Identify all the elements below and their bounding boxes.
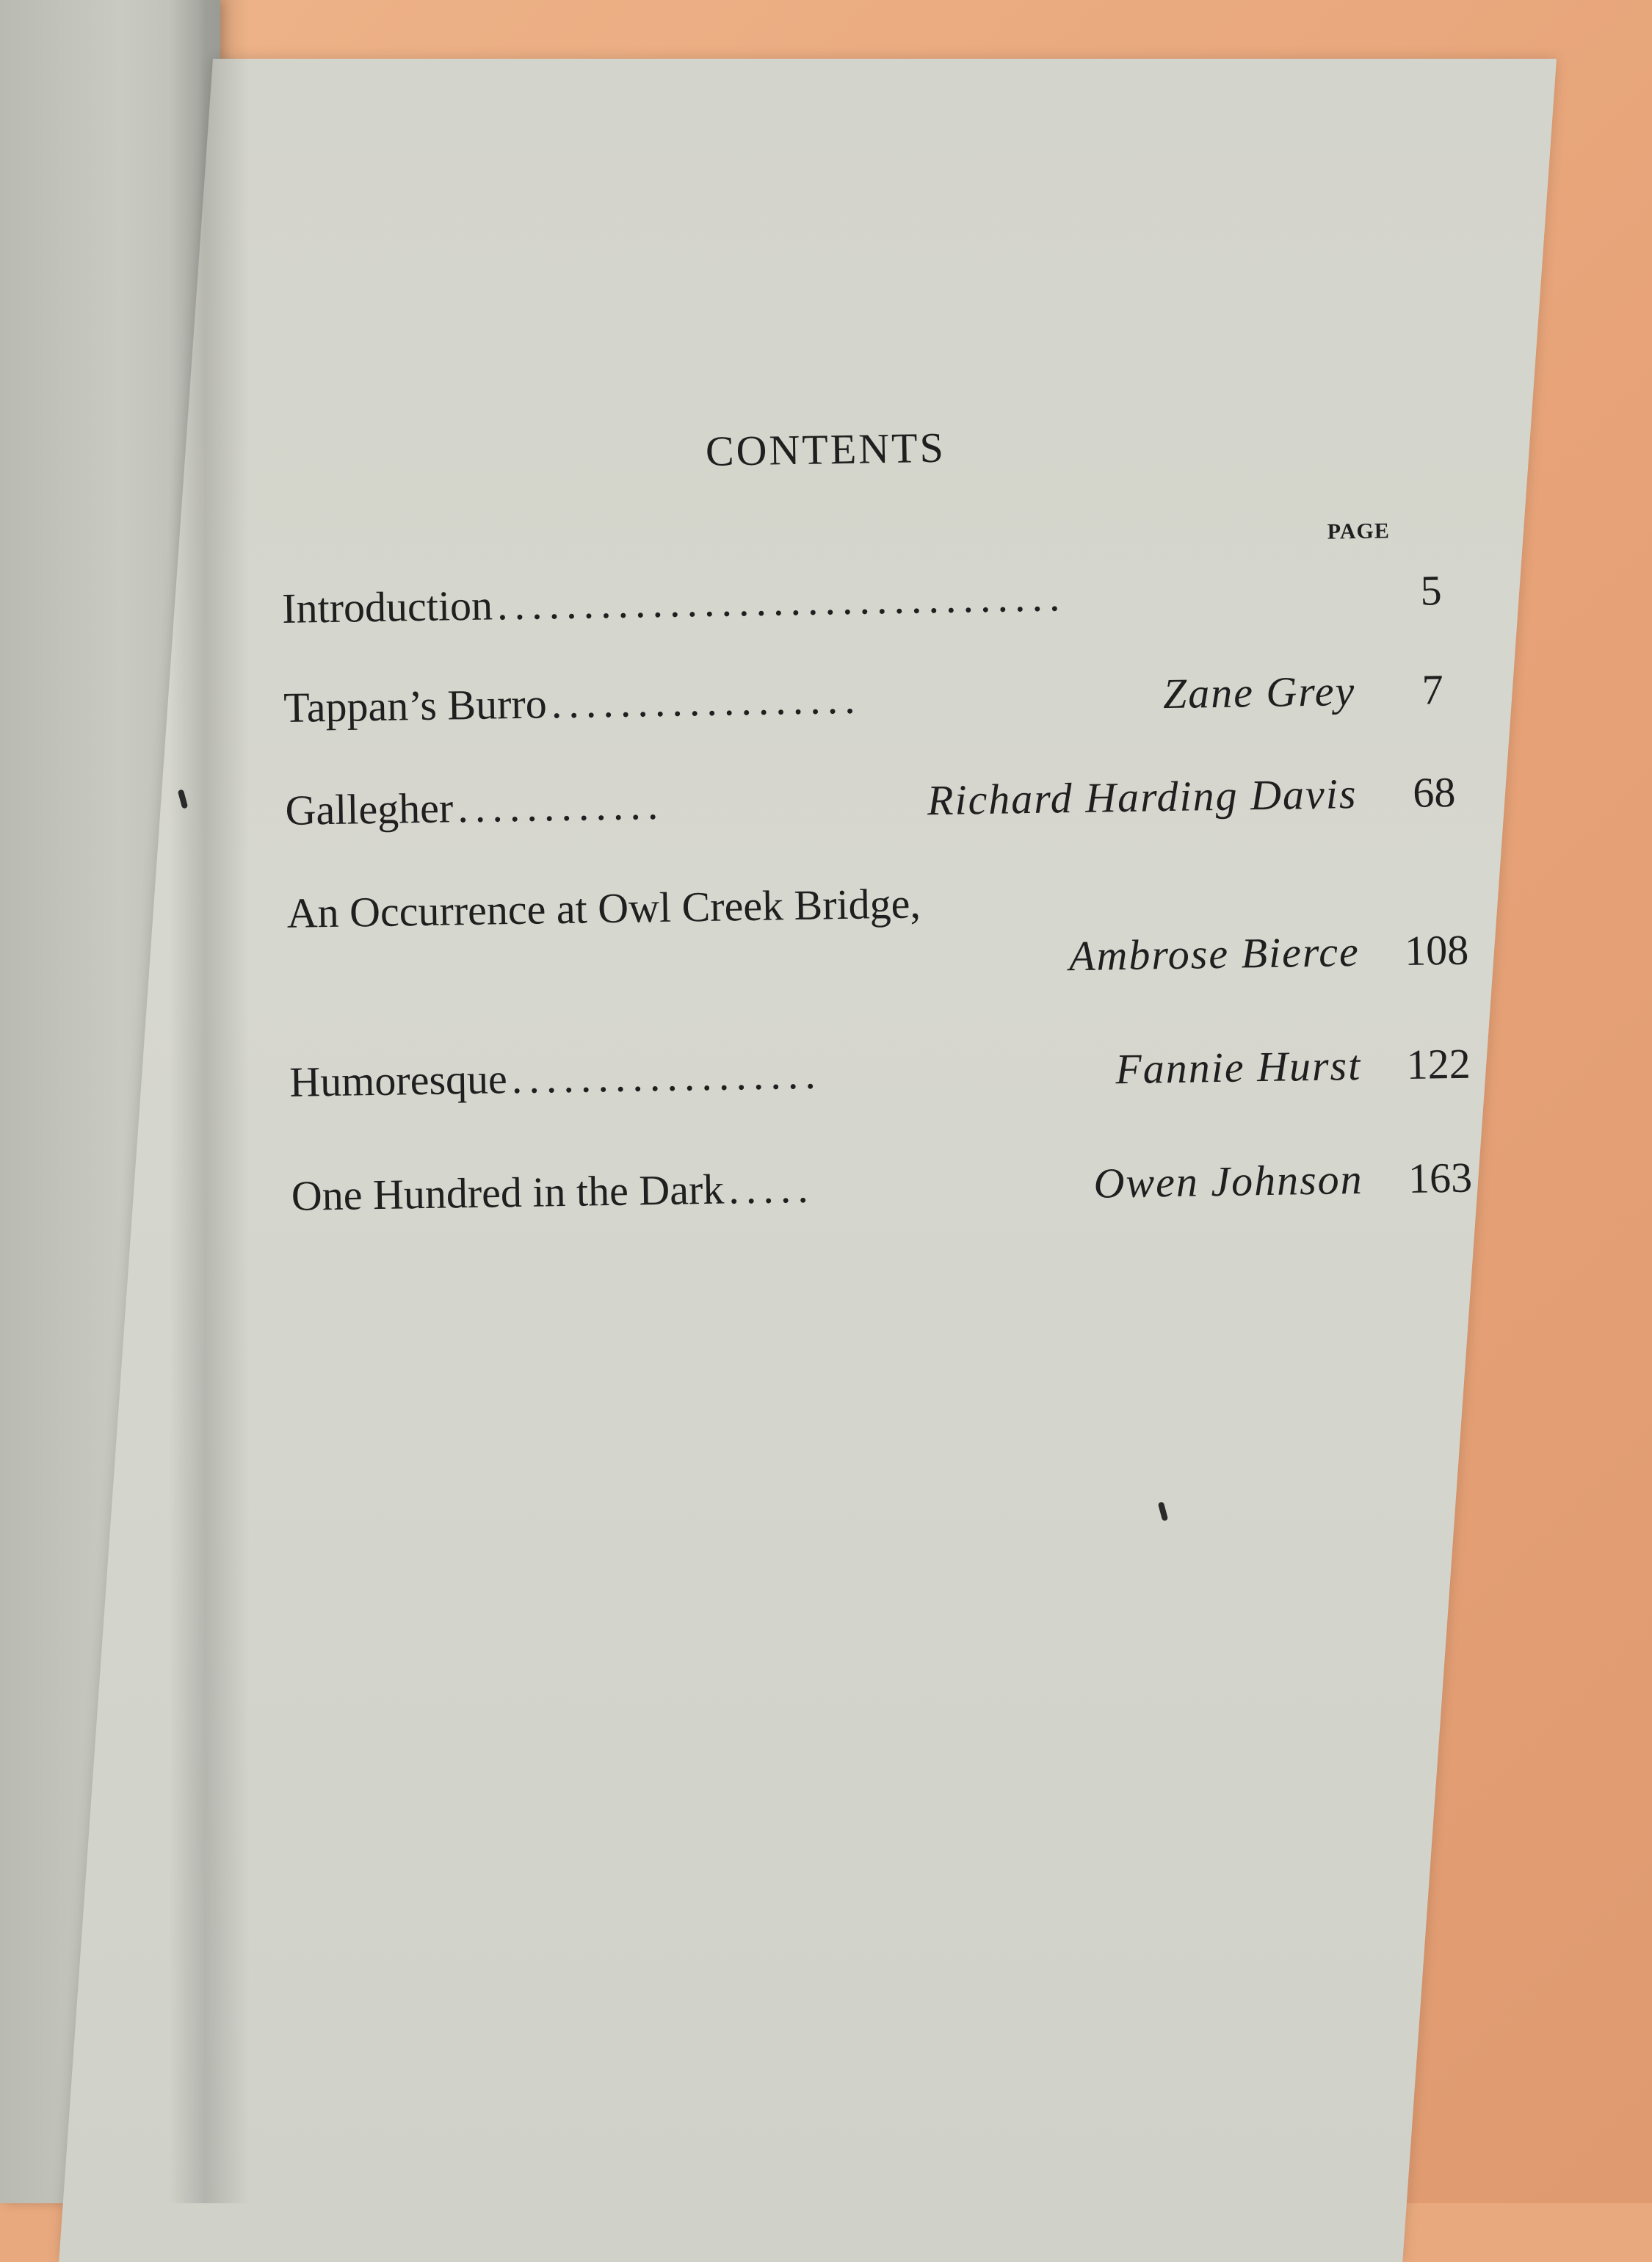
dot-leader: .................................	[496, 572, 1067, 629]
dot-leader: ..................	[551, 674, 863, 728]
entry-title: Humoresque	[289, 1055, 508, 1106]
entry-page-number: 122	[1406, 1039, 1471, 1088]
entry-page-number: 7	[1421, 665, 1444, 714]
entry-page-number: 5	[1420, 566, 1443, 615]
entry-title: Introduction	[281, 581, 493, 632]
entry-title: An Occurrence at Owl Creek Bridge,	[286, 879, 921, 937]
entry-page-number: 108	[1404, 925, 1469, 975]
gutter-shadow	[169, 0, 250, 2203]
entry-title: Gallegher	[285, 784, 454, 834]
dot-leader: ..................	[511, 1049, 823, 1103]
entry-author: Richard Harding Davis	[927, 770, 1358, 825]
entry-author: Ambrose Bierce	[1068, 927, 1361, 980]
dot-leader: .....	[728, 1163, 816, 1213]
entry-page-number: 163	[1408, 1153, 1473, 1202]
entry-title: One Hundred in the Dark	[291, 1165, 725, 1220]
entry-page-number: 68	[1412, 767, 1456, 817]
page-column-label: PAGE	[1327, 518, 1391, 544]
entry-title: Tappan’s Burro	[283, 679, 548, 731]
entry-author: Owen Johnson	[1093, 1155, 1364, 1207]
entry-author: Zane Grey	[1162, 667, 1356, 718]
contents-heading: CONTENTS	[705, 423, 946, 475]
entry-author: Fannie Hurst	[1115, 1041, 1362, 1094]
dot-leader: ............	[457, 780, 665, 832]
